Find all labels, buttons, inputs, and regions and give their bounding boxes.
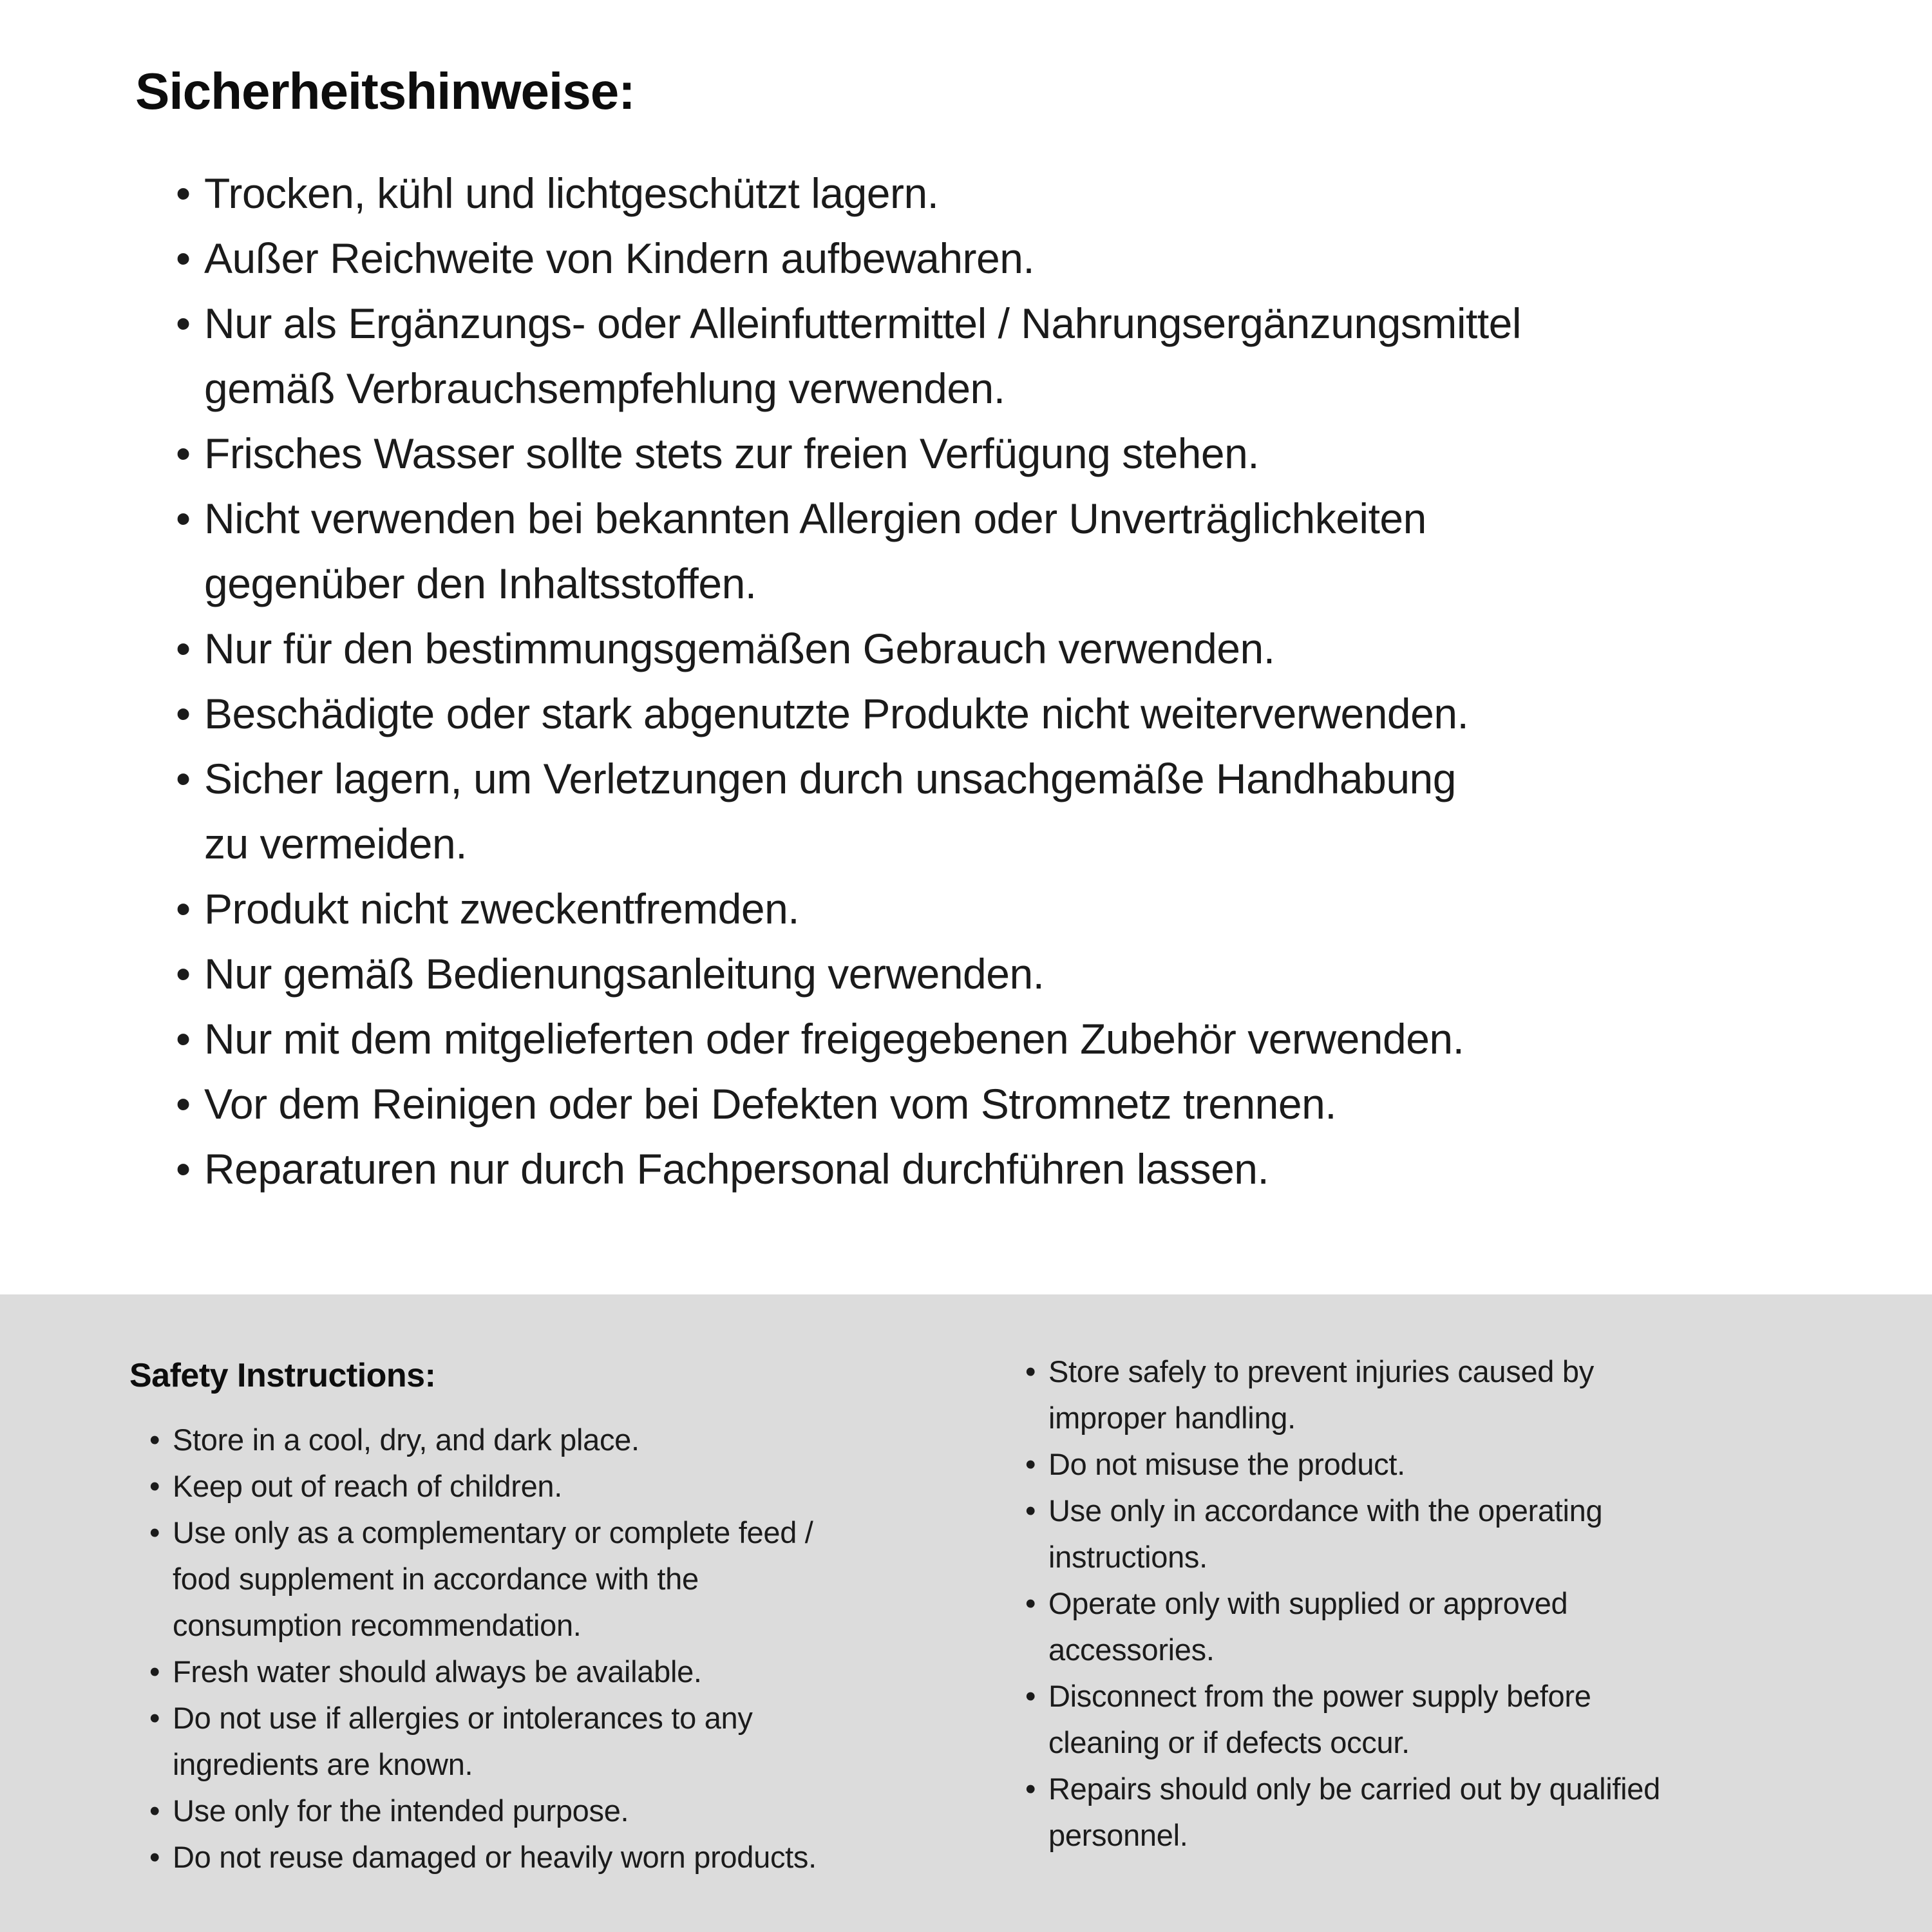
bullet-icon: • — [1025, 1447, 1036, 1481]
english-list-item — [1025, 1580, 1660, 1673]
german-instruction-list — [176, 161, 1521, 1202]
list-item-text — [204, 161, 939, 226]
text-line: Nur mit dem mitgelieferten oder freigegebenen Zubehör verwenden. — [204, 1015, 1464, 1063]
german-list-item — [176, 1072, 1521, 1137]
list-item-text — [1048, 1673, 1591, 1766]
english-list-item — [149, 1510, 817, 1649]
text-line: Use only in accordance with the operating — [1048, 1493, 1603, 1528]
german-list-item — [176, 226, 1521, 291]
bullet-icon: • — [149, 1654, 160, 1689]
bullet-icon: • — [176, 299, 191, 347]
english-list-item — [149, 1788, 817, 1834]
english-list-item — [1025, 1441, 1660, 1488]
bullet-icon: • — [149, 1423, 160, 1457]
text-line: Vor dem Reinigen oder bei Defekten vom Stromnetz trennen. — [204, 1080, 1337, 1128]
text-line: Frisches Wasser sollte stets zur freien Verfügung stehen. — [204, 430, 1260, 477]
bullet-icon: • — [1025, 1493, 1036, 1528]
list-item-text — [204, 746, 1456, 876]
english-list-item — [149, 1834, 817, 1880]
text-line: Sicher lagern, um Verletzungen durch unsachgemäße Handhabung — [204, 755, 1456, 802]
german-list-item — [176, 1007, 1521, 1072]
bullet-icon: • — [176, 625, 191, 672]
english-instruction-list-left — [149, 1417, 817, 1880]
bullet-icon: • — [149, 1840, 160, 1874]
list-item-text — [173, 1463, 562, 1510]
text-line: Do not use if allergies or intolerances to any — [173, 1701, 753, 1735]
bullet-icon: • — [176, 430, 191, 477]
english-list-item — [1025, 1766, 1660, 1859]
text-line: Store in a cool, dry, and dark place. — [173, 1423, 639, 1457]
text-line: Disconnect from the power supply before — [1048, 1679, 1591, 1713]
text-line: Store safely to prevent injuries caused by — [1048, 1354, 1594, 1388]
text-line: gemäß Verbrauchsempfehlung verwenden. — [204, 365, 1005, 412]
list-item-text — [173, 1695, 753, 1788]
german-list-item — [176, 746, 1521, 876]
text-line: improper handling. — [1048, 1401, 1296, 1435]
german-list-item — [176, 161, 1521, 226]
list-item-text — [204, 1137, 1269, 1202]
german-list-item — [176, 942, 1521, 1007]
german-list-item — [176, 421, 1521, 486]
list-item-text — [1048, 1580, 1567, 1673]
text-line: Außer Reichweite von Kindern aufbewahren. — [204, 234, 1035, 282]
list-item-text — [173, 1649, 702, 1695]
bullet-icon: • — [176, 1080, 191, 1128]
text-line: Nur gemäß Bedienungsanleitung verwenden. — [204, 950, 1045, 998]
english-instruction-list-right — [1025, 1349, 1660, 1859]
bullet-icon: • — [149, 1794, 160, 1828]
text-line: Repairs should only be carried out by qualified — [1048, 1772, 1660, 1806]
list-item-text — [173, 1510, 813, 1649]
text-line: Nur für den bestimmungsgemäßen Gebrauch verwenden. — [204, 625, 1275, 672]
bullet-icon: • — [1025, 1586, 1036, 1620]
list-item-text — [1048, 1766, 1660, 1859]
bullet-icon: • — [176, 755, 191, 802]
text-line: Do not misuse the product. — [1048, 1447, 1405, 1481]
text-line: gegenüber den Inhaltsstoffen. — [204, 560, 757, 607]
list-item-text — [204, 681, 1468, 746]
english-list-item — [149, 1417, 817, 1463]
list-item-text — [173, 1834, 817, 1880]
text-line: Use only as a complementary or complete feed / — [173, 1515, 813, 1549]
text-line: Trocken, kühl und lichtgeschützt lagern. — [204, 169, 939, 217]
list-item-text — [204, 291, 1521, 421]
list-item-text — [1048, 1488, 1602, 1580]
text-line: zu vermeiden. — [204, 820, 468, 867]
bullet-icon: • — [149, 1701, 160, 1735]
list-item-text — [204, 876, 799, 942]
text-line: Keep out of reach of children. — [173, 1469, 563, 1503]
text-line: Use only for the intended purpose. — [173, 1794, 629, 1828]
bullet-icon: • — [1025, 1354, 1036, 1388]
bullet-icon: • — [1025, 1679, 1036, 1713]
list-item-text — [204, 226, 1034, 291]
text-line: accessories. — [1048, 1633, 1215, 1667]
german-list-item — [176, 616, 1521, 681]
german-list-item — [176, 681, 1521, 746]
list-item-text — [204, 421, 1259, 486]
bullet-icon: • — [149, 1469, 160, 1503]
english-list-item — [149, 1695, 817, 1788]
bullet-icon: • — [149, 1515, 160, 1549]
list-item-text — [1048, 1441, 1405, 1488]
list-item-text — [204, 1072, 1336, 1137]
bullet-icon: • — [176, 885, 191, 933]
text-line: Reparaturen nur durch Fachpersonal durchführen lassen. — [204, 1145, 1269, 1193]
english-list-item — [149, 1649, 817, 1695]
german-list-item — [176, 291, 1521, 421]
english-list-item — [1025, 1349, 1660, 1441]
text-line: ingredients are known. — [173, 1747, 473, 1781]
german-list-item — [176, 486, 1521, 616]
text-line: Produkt nicht zweckentfremden. — [204, 885, 800, 933]
list-item-text — [1048, 1349, 1594, 1441]
text-line: Nur als Ergänzungs- oder Alleinfuttermittel / Nahrungsergänzungsmittel — [204, 299, 1522, 347]
text-line: food supplement in accordance with the — [173, 1562, 699, 1596]
text-line: Fresh water should always be available. — [173, 1654, 702, 1689]
english-list-item — [149, 1463, 817, 1510]
bullet-icon: • — [176, 950, 191, 998]
german-list-item — [176, 876, 1521, 942]
text-line: consumption recommendation. — [173, 1608, 582, 1642]
list-item-text — [204, 616, 1275, 681]
text-line: instructions. — [1048, 1540, 1208, 1574]
bullet-icon: • — [176, 1015, 191, 1063]
bullet-icon: • — [1025, 1772, 1036, 1806]
text-line: Do not reuse damaged or heavily worn products. — [173, 1840, 817, 1874]
bullet-icon: • — [176, 234, 191, 282]
english-list-item — [1025, 1488, 1660, 1580]
text-line: Operate only with supplied or approved — [1048, 1586, 1568, 1620]
list-item-text — [204, 1007, 1464, 1072]
list-item-text — [173, 1788, 629, 1834]
english-panel — [0, 1294, 1932, 1932]
german-list-item — [176, 1137, 1521, 1202]
bullet-icon: • — [176, 690, 191, 737]
english-list-item — [1025, 1673, 1660, 1766]
text-line: Beschädigte oder stark abgenutzte Produkte nicht weiterverwenden. — [204, 690, 1469, 737]
text-line: Nicht verwenden bei bekannten Allergien oder Unverträglichkeiten — [204, 495, 1426, 542]
list-item-text — [204, 486, 1426, 616]
german-section-title: Sicherheitshinweise: — [135, 62, 635, 120]
text-line: cleaning or if defects occur. — [1048, 1725, 1410, 1759]
text-line: personnel. — [1048, 1818, 1188, 1852]
list-item-text — [173, 1417, 639, 1463]
bullet-icon: • — [176, 495, 191, 542]
list-item-text — [204, 942, 1045, 1007]
bullet-icon: • — [176, 1145, 191, 1193]
bullet-icon: • — [176, 169, 191, 217]
english-section-title: Safety Instructions: — [129, 1357, 436, 1394]
